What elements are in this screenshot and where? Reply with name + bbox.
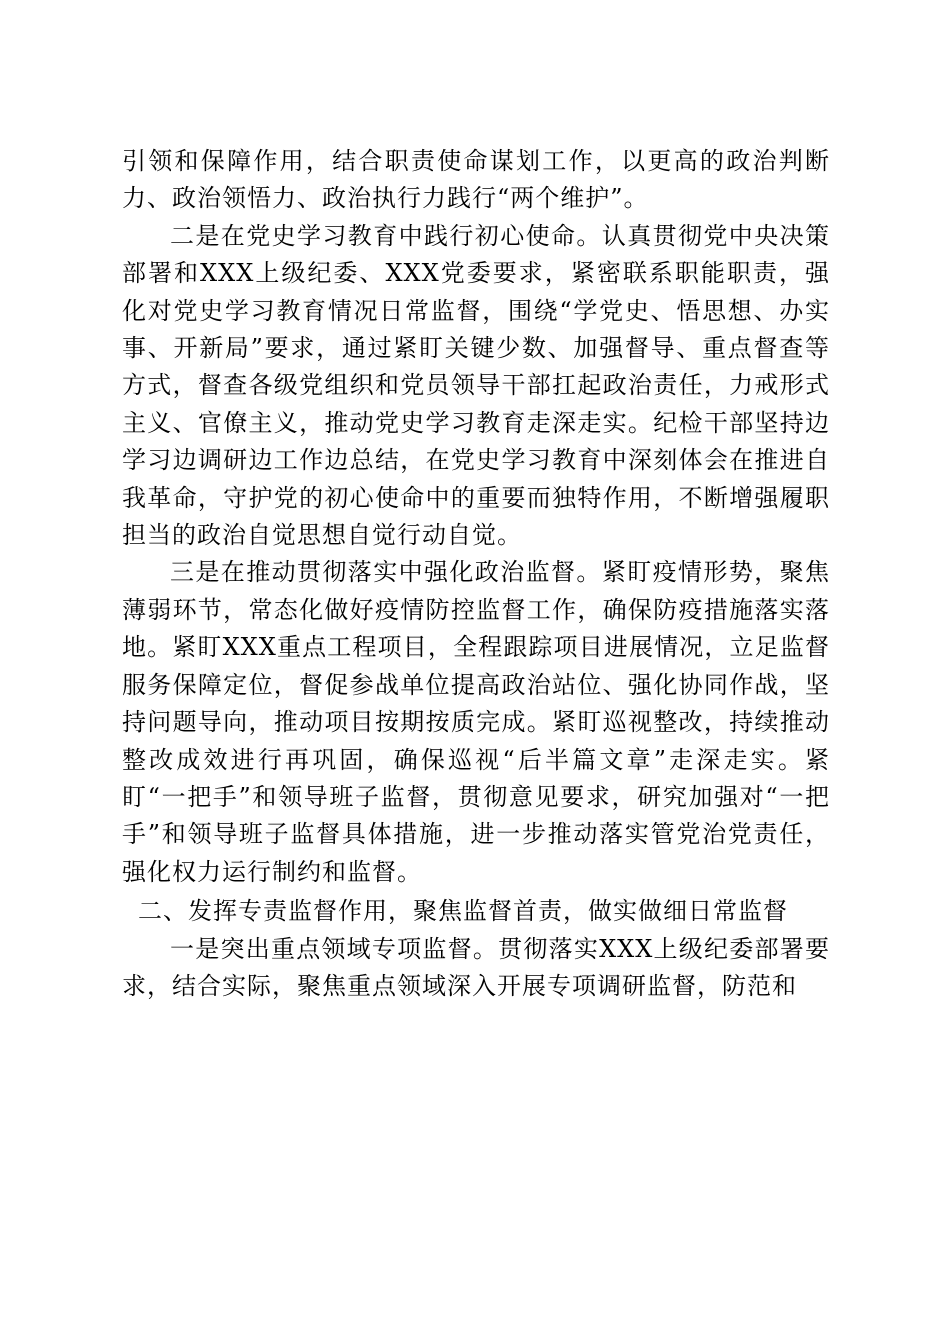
paragraph-party-history [122,218,830,555]
document-page [122,143,830,1005]
paragraph-special-supervision [122,931,830,1006]
section-heading: 二、发挥专责监督作用，聚焦监督首责，做实做细日常监督 [138,897,788,926]
paragraph-text: 引领和保障作用，结合职责使命谋划工作，以更高的政治判断力、政治领悟力、政治执行力践行“两个维护”。 [122,147,830,213]
paragraph-lead: 一是突出重点领域专项监督。 [170,934,499,963]
paragraph-political-supervision [122,554,830,891]
paragraph-text: 贯彻落实XXX上级纪委部署要求，结合实际，聚焦重点领域深入开展专项调研监督，防范和 [122,934,830,1000]
paragraph-text: 认真贯彻党中央决策部署和XXX上级纪委、XXX党委要求，紧密联系职能职责，强化对党史学习教育情况日常监督，围绕“学党史、悟思想、办实事、开新局”要求，通过紧盯关键少数、加强督导、重点督查等方式，督查各级党组织和党员领导干部扛起政治责任，力戒形式主义、官僚主义，推动党史学习教育走深走实。纪检干部坚持边学习边调研边工作边总结，在党史学习教育中深刻体会在推进自我革命，守护党的初心使命中的重要而独特作用，不断增强履职担当的政治自觉思想自觉行动自觉。 [122,221,831,550]
paragraph-text: 紧盯疫情形势，聚焦薄弱环节，常态化做好疫情防控监督工作，确保防疫措施落实落地。紧盯XXX重点工程项目，全程跟踪项目进展情况，立足监督服务保障定位，督促参战单位提高政治站位、强化协同作战，坚持问题导向，推动项目按期按质完成。紧盯巡视整改，持续推动整改成效进行再巩固，确保巡视“后半篇文章”走深走实。紧盯“一把手”和领导班子监督，贯彻意见要求，研究加强对“一把手”和领导班子监督具体措施，进一步推动落实管党治党责任，强化权力运行制约和监督。 [122,558,831,886]
paragraph-continuation [122,143,830,218]
paragraph-lead: 三是在推动贯彻落实中强化政治监督。 [170,558,602,587]
paragraph-lead: 二是在党史学习教育中践行初心使命。 [170,221,602,250]
